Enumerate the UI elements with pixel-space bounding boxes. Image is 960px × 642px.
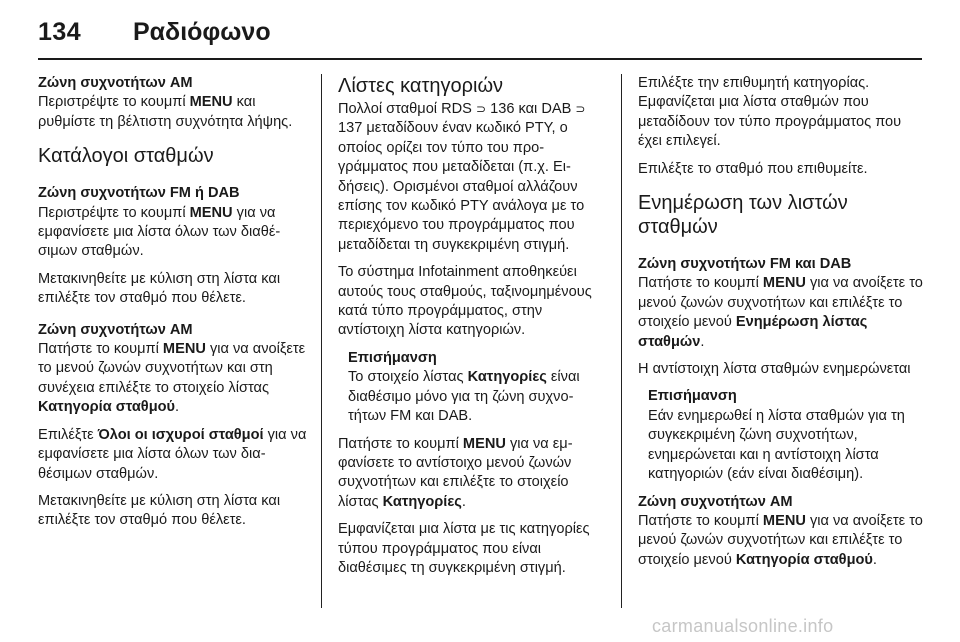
menu-item: Κατηγορία σταθμού [38,399,176,416]
paragraph: Πολλοί σταθμοί RDS ⊃ 136 και DAB ⊃ 137 μεταδίδουν έναν κωδικό PTY, ο οποίος ορίζει τον τύπο του προγράμματος που μεταδίδεται (π.χ. Ειδήσεις). Ορισμένοι σταθμοί αλλάζουν επίσης τον κωδικό PTY ανάλογα με το περιεχόμενο του προγράμματος που μεταδίδεται τη συγκεκριμένη στιγμή. [338,101,586,253]
paragraph: Επιλέξτε Όλοι οι ισχυροί σταθμοί για να εμφανίσετε μια λίστα όλων των διαθέσιμων σταθμών. [38,426,307,482]
subheading-fm-dab: Ζώνη συχνοτήτων FM ή DAB [38,185,240,202]
column-1 [38,74,308,539]
column-3 [638,74,928,578]
subheading-am: Ζώνη συχνοτήτων AM [638,493,793,510]
note-body: Το στοιχείο λίστας Κατηγορίες είναι διαθέσιμο μόνο για τη ζώνη συχνοτήτων FM και DAB. [348,369,580,425]
menu-key: MENU [189,94,233,111]
page-header [38,14,922,54]
header-rule [38,58,922,60]
menu-key: MENU [762,512,806,529]
paragraph: Το σύστημα Infotainment αποθηκεύει αυτούς τους σταθμούς, ταξινομημένους κατά τύπο προγράμματος, στην αντίστοιχη λίστα κατηγοριών. [338,264,592,339]
menu-item: Κατηγορίες [382,493,462,510]
menu-item: Κατηγορίες [467,369,547,386]
column-2 [338,74,606,586]
paragraph: Μετακινηθείτε με κύλιση στη λίστα και επιλέξτε τον σταθμό που θέλετε. [38,270,281,307]
menu-key: MENU [462,435,506,452]
paragraph: Επιλέξτε την επιθυμητή κατηγορίας. Εμφανίζεται μια λίστα σταθμών που μεταδίδουν τον τύπο προγράμματος που έχει επιλεγεί. [638,75,902,150]
watermark-text: carmanualsonline.info [652,616,834,636]
menu-key: MENU [162,341,206,358]
section-heading-station-lists: Κατάλογοι σταθμών [38,145,214,168]
page-number: 134 [38,18,82,46]
page-ref-icon: ⊃ [575,102,586,116]
menu-item: Ενημέρωση λίστας σταθμών [638,314,868,350]
subheading-am: Ζώνη συχνοτήτων AM [38,321,193,338]
subheading-am: Ζώνη συχνοτήτων AM [38,75,193,91]
subheading-fm-dab: Ζώνη συχνοτήτων FM και DAB [638,256,852,273]
paragraph: Περιστρέψτε το κουμπί MENU για να εμφανίσετε μια λίστα όλων των διαθέσιμων σταθμών. [38,204,281,260]
page-title: Ραδιόφωνο [133,18,271,46]
column-divider [621,74,622,608]
paragraph: Πατήστε το κουμπί MENU για να ανοίξετε το μενού ζωνών συχνοτήτων και στη συνέχεια επιλέξτε το στοιχείο λίστας Κατηγορία σταθμού. [38,341,306,416]
paragraph: Μετακινηθείτε με κύλιση στη λίστα και επιλέξτε τον σταθμό που θέλετε. [38,492,281,529]
menu-item: Κατηγορία σταθμού [735,551,873,568]
page-ref-icon: ⊃ [475,102,487,116]
paragraph: Πατήστε το κουμπί MENU για να εμφανίσετε το αντίστοιχο μενού ζωνών συχνοτήτων και επιλέξτε το στοιχείο λίστας Κατηγορίες. [338,435,573,510]
paragraph: Εμφανίζεται μια λίστα με τις κατηγορίες τύπου προγράμματος που είναι διαθέσιμες τη συγκεκριμένη στιγμή. [338,521,590,576]
paragraph: Πατήστε το κουμπί MENU για να ανοίξετε το μενού ζωνών συχνοτήτων και επιλέξτε το στοιχείο μενού Ενημέρωση λίστας σταθμών. [638,275,923,350]
note-heading: Επισήμανση [648,388,737,405]
paragraph: Η αντίστοιχη λίστα σταθμών ενημερώνεται [638,361,911,378]
section-heading-update-lists: Ενημέρωση των λιστών σταθμών [638,192,848,239]
menu-key: MENU [189,204,233,221]
section-heading-category-lists: Λίστες κατηγοριών [338,75,504,97]
note-body: Εάν ενημερωθεί η λίστα σταθμών για τη συγκεκριμένη ζώνη συχνοτήτων, ενημερώνεται και η αντίστοιχη λίστα κατηγοριών (εάν είναι διαθέσιμη). [648,407,905,483]
column-divider [321,74,322,608]
paragraph: Περιστρέψτε το κουμπί MENU και ρυθμίστε τη βέλτιστη συχνότητα λήψης. [38,94,293,130]
paragraph: Πατήστε το κουμπί MENU για να ανοίξετε το μενού ζωνών συχνοτήτων και επιλέξτε το στοιχείο μενού Κατηγορία σταθμού. [638,512,923,568]
note-box [648,387,928,484]
note-box [348,349,606,427]
menu-key: MENU [762,275,806,292]
paragraph: Επιλέξτε το σταθμό που επιθυμείτε. [638,160,868,177]
menu-item: Όλοι οι ισχυροί σταθμοί [97,426,264,443]
note-heading: Επισήμανση [348,349,437,366]
